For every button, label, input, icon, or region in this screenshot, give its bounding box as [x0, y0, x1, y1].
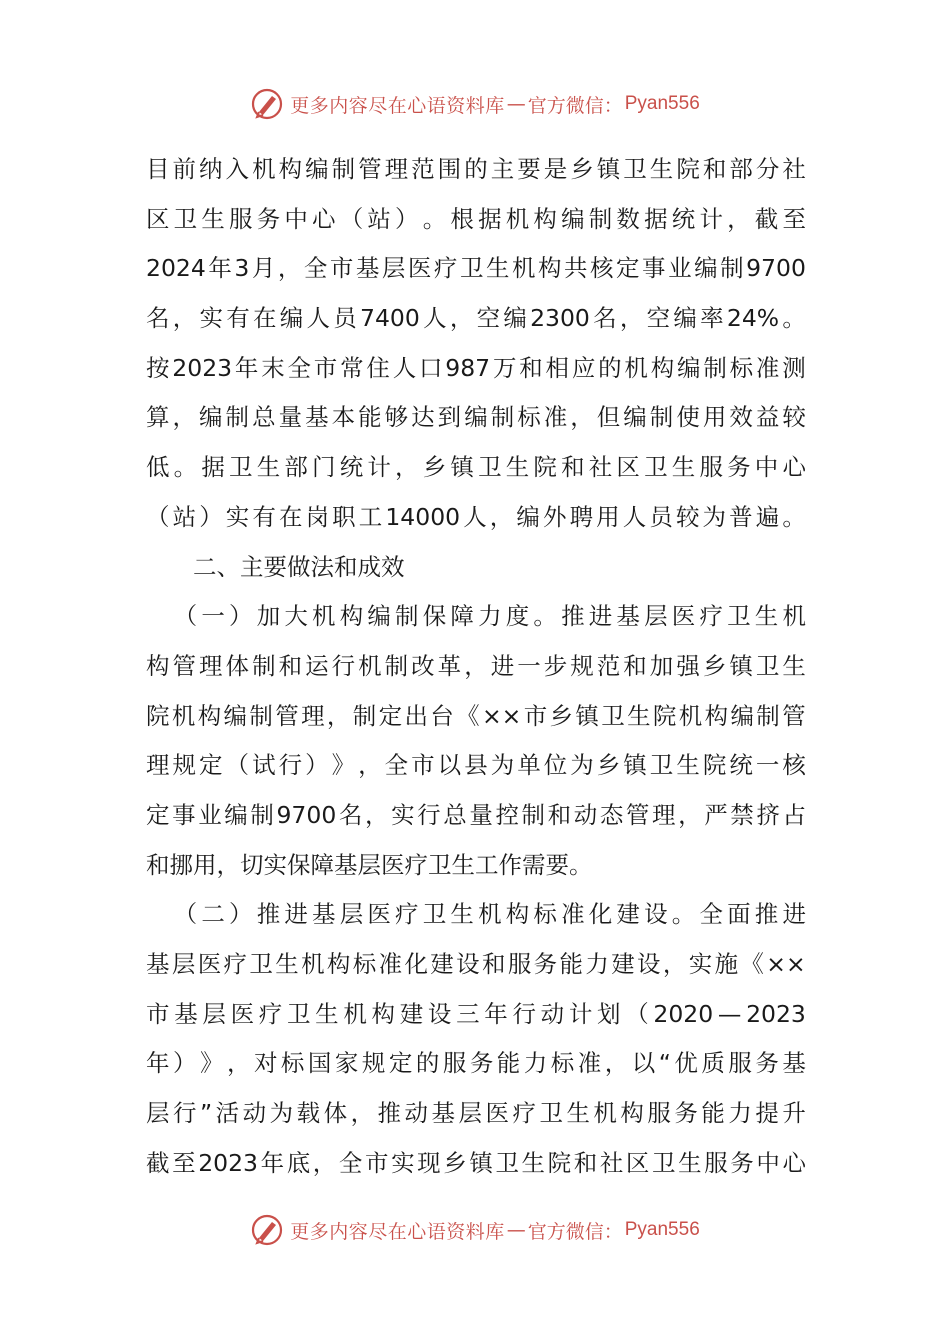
text-line: 算 ， 编 制 总 量 基 本 能 够 达 到 编 制 标 准 ， 但 编 制 使 用 效 益 较	[146, 403, 806, 432]
text-line: 层 行 ” 活 动 为 载 体 ， 推 动 基 层 医 疗 卫 生 机 构 服 务 能 力 提 升	[146, 1099, 806, 1128]
text-line: 名 ， 实 有 在 编 人 员 7400 人 ， 空 编 2300 名 ， 空 编 率 24% 。	[146, 304, 806, 333]
watermark-sub-text: 官方微信：	[527, 1220, 623, 1243]
pen-logo-icon	[250, 87, 284, 121]
text-line: 院 机 构 编 制 管 理 ， 制 定 出 台 《 ×× 市 乡 镇 卫 生 院 机 构 编 制 管	[146, 701, 806, 730]
text-line: （ 一 ） 加 大 机 构 编 制 保 障 力 度 。 推 进 基 层 医 疗 卫 生 机	[173, 602, 806, 631]
watermark-sub-text: 官方微信：	[527, 94, 623, 117]
text-line: 构 管 理 体 制 和 运 行 机 制 改 革 ， 进 一 步 规 范 和 加 强 乡 镇 卫 生	[146, 651, 806, 680]
watermark-id: Pyan556	[624, 93, 700, 114]
text-line: 理 规 定 （ 试 行 ） 》 ， 全 市 以 县 为 单 位 为 乡 镇 卫 生 院 统 一 核	[146, 751, 806, 780]
watermark-main-text: 更多内容尽在心语资料库	[290, 94, 505, 117]
text-line: 区 卫 生 服 务 中 心 （ 站 ） 。 根 据 机 构 编 制 数 据 统 计 ， 截 至	[146, 204, 806, 233]
text-line: （ 二 ） 推 进 基 层 医 疗 卫 生 机 构 标 准 化 建 设 。 全 面 推 进	[173, 900, 806, 929]
text-line: 截 至 2023 年 底 ， 全 市 实 现 乡 镇 卫 生 院 和 社 区 卫 生 服 务 中 心	[146, 1148, 806, 1177]
text-line: （ 站 ） 实 有 在 岗 职 工 14000 人 ， 编 外 聘 用 人 员 较 为 普 遍 。	[146, 502, 806, 531]
text-line: 市 基 层 医 疗 卫 生 机 构 建 设 三 年 行 动 计 划 （ 2020 — 2023	[146, 999, 806, 1028]
watermark-main-text: 更多内容尽在心语资料库	[290, 1220, 505, 1243]
text-line: 目 前 纳 入 机 构 编 制 管 理 范 围 的 主 要 是 乡 镇 卫 生 院 和 部 分 社	[146, 155, 806, 183]
text-line: 二、主要做法和成效	[146, 552, 405, 581]
watermark-id: Pyan556	[624, 1219, 700, 1240]
watermark-separator: —	[506, 1219, 526, 1241]
pen-logo-icon	[250, 1213, 284, 1247]
text-line: 2024 年 3 月 ， 全 市 基 层 医 疗 卫 生 机 构 共 核 定 事 业 编 制 9700	[146, 254, 806, 283]
text-line: 按 2023 年 末 全 市 常 住 人 口 987 万 和 相 应 的 机 构 编 制 标 准 测	[146, 353, 806, 382]
text-line: 低 。 据 卫 生 部 门 统 计 ， 乡 镇 卫 生 院 和 社 区 卫 生 服 务 中 心	[146, 453, 806, 482]
text-line: 年 ） 》 ， 对 标 国 家 规 定 的 服 务 能 力 标 准 ， 以 “ 优 质 服 务 基	[146, 1049, 806, 1078]
text-line: 定 事 业 编 制 9700 名 ， 实 行 总 量 控 制 和 动 态 管 理 ， 严 禁 挤 占	[146, 800, 806, 829]
document-body	[146, 145, 806, 1188]
watermark-banner-bottom	[0, 1210, 950, 1250]
text-line: 基 层 医 疗 卫 生 机 构 标 准 化 建 设 和 服 务 能 力 建 设 ， 实 施 《 ××	[146, 950, 806, 978]
watermark-separator: —	[506, 93, 526, 115]
watermark-banner-top	[0, 84, 950, 124]
text-line: 和挪用，切实保障基层医疗卫生工作需要。	[146, 850, 593, 879]
